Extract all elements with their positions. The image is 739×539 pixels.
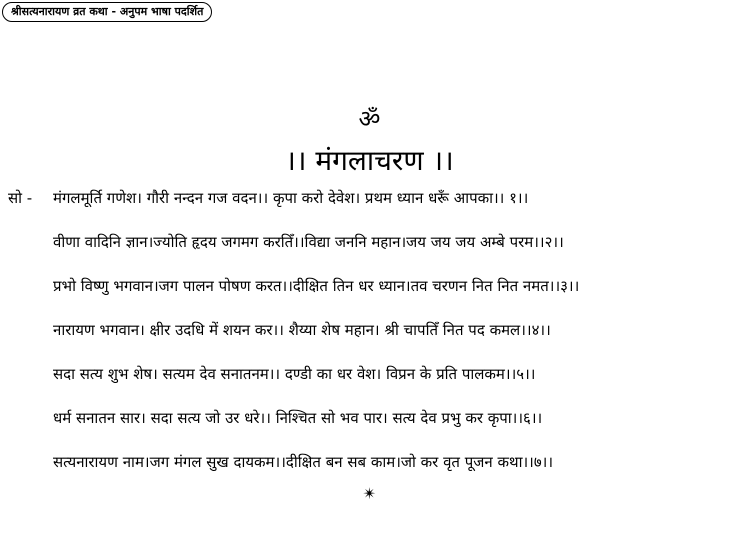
verse-line: सदा सत्य शुभ शेष। सत्यम देव सनातनम।। दण्डी का धर वेश। विप्रन के प्रति पालकम।।५।। <box>53 365 536 383</box>
verse-line: नारायण भगवान। क्षीर उदधि में शयन कर।। शैय्या शेष महान। श्री चापतिँ नित पद कमल।।४।। <box>53 321 551 339</box>
verse-line: सत्यनारायण नाम।जग मंगल सुख दायकम।।दीक्षित बन सब काम।जो कर वृत पूजन कथा।।७।। <box>53 453 554 471</box>
header-badge: श्रीसत्यनारायण व्रत कथा - अनुपम भाषा पदर्शित <box>2 2 212 22</box>
page-title: ।। मंगलाचरण ।। <box>285 144 454 177</box>
om-symbol: ॐ <box>358 105 381 133</box>
verse-list <box>53 187 703 495</box>
end-star-icon: ✴ <box>362 484 377 503</box>
verse-label: सो - <box>8 189 33 207</box>
verse-line: मंगलमूर्ति गणेश। गौरी नन्दन गज वदन।। कृपा करो देवेश। प्रथम ध्यान धरूँ आपका।। १।। <box>53 189 529 207</box>
verse-line: प्रभो विष्णु भगवान।जग पालन पोषण करत।।दीक्षित तिन धर ध्यान।तव चरणन नित नित नमत।।३।। <box>53 277 580 295</box>
verse-line: वीणा वादिनि ज्ञान।ज्योति हृदय जगमग करतिँ।।विद्या जननि महान।जय जय जय अम्बे परम।।२।। <box>53 233 564 251</box>
verse-line: धर्म सनातन सार। सदा सत्य जो उर धरे।। निश्चित सो भव पार। सत्य देव प्रभु कर कृपा।।६।। <box>53 409 543 427</box>
